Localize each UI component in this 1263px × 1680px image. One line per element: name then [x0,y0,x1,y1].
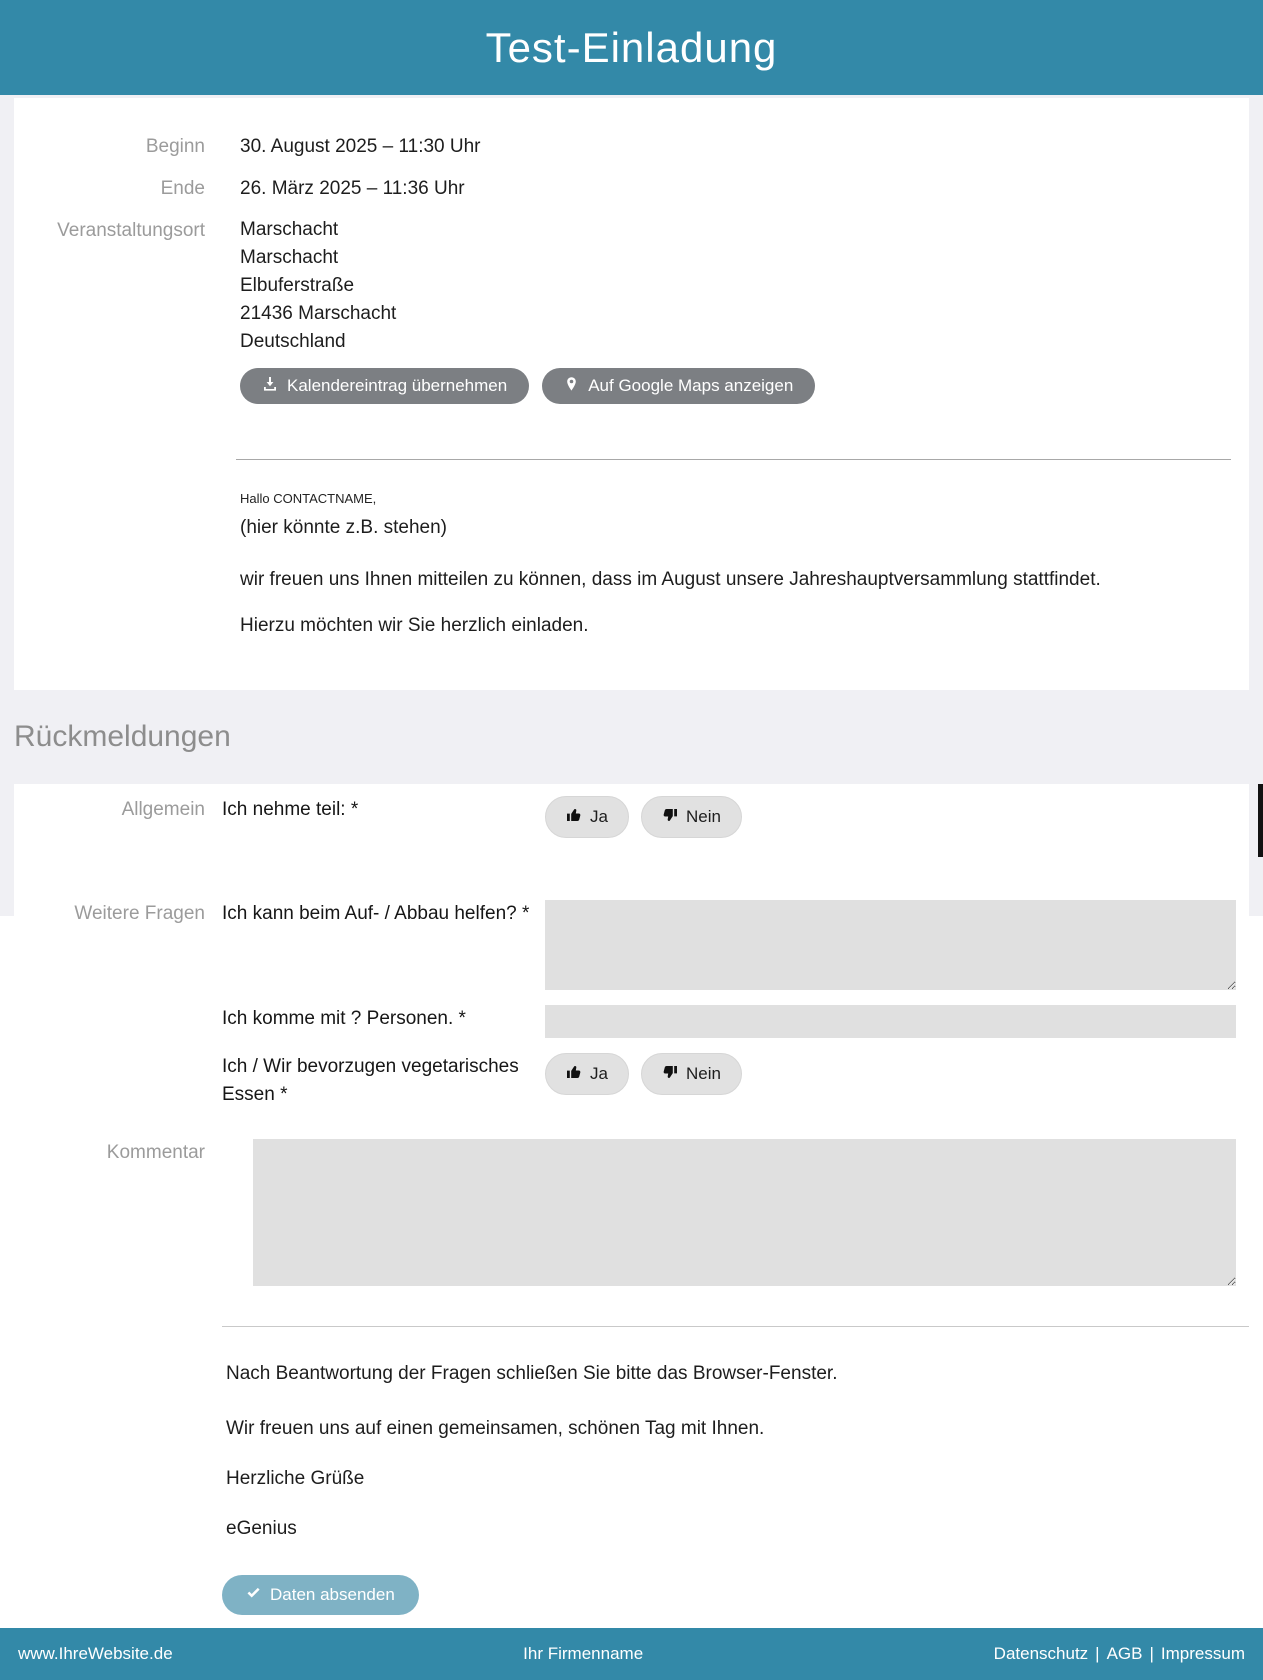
comment-row [0,1139,1263,1286]
feedback-heading: Rückmeldungen [14,720,231,754]
footer-company: Ihr Firmenname [523,1644,644,1663]
calendar-entry-button[interactable] [240,368,529,404]
closing-paragraph: eGenius [226,1518,297,1539]
location-line: Marschacht [240,219,339,241]
no-label: Nein [685,807,721,826]
attend-no-button[interactable] [641,796,742,838]
salutation-note: (hier könnte z.B. stehen) [240,517,447,539]
attend-question: Ich nehme teil: * [222,799,359,820]
feedback-heading-band [0,690,1263,784]
location-address [240,216,396,356]
more-questions-label: Weitere Fragen [74,903,205,924]
general-label: Allgemein [121,799,205,820]
location-line: Deutschland [240,331,346,353]
event-actions [240,368,1249,404]
begin-value: 30. August 2025 – 11:30 Uhr [240,136,481,158]
footer-separator: | [1095,1644,1100,1663]
persons-input[interactable] [545,1005,1236,1038]
feedback-form [0,784,1263,1628]
location-line: Elbuferstraße [240,275,355,297]
left-margin-mask [0,784,14,916]
footer-bar [0,1628,1263,1680]
persons-row [0,1005,1263,1038]
check-icon [246,1585,261,1605]
closing-paragraph: Wir freuen uns auf einen gemeinsamen, schönen Tag mit Ihnen. [226,1418,765,1439]
closing-paragraph: Nach Beantwortung der Fragen schließen Sie bitte das Browser-Fenster. [226,1363,838,1384]
help-row [0,900,1263,990]
page-title: Test-Einladung [485,23,778,71]
vegetarian-yes-button[interactable] [545,1053,629,1095]
scrollbar-thumb[interactable] [1258,784,1263,857]
thumbs-down-icon [662,1064,678,1085]
thumbs-up-icon [566,1064,582,1085]
location-line: Marschacht [240,247,339,269]
greeting-paragraph: wir freuen uns Ihnen mitteilen zu können, dass im August unsere Jahreshauptversammlung stattfindet. [240,569,1101,591]
closing-divider [222,1326,1249,1327]
google-maps-label: Auf Google Maps anzeigen [588,376,794,396]
end-label: Ende [160,178,205,200]
closing-paragraph: Herzliche Grüße [226,1468,365,1489]
begin-label: Beginn [145,136,205,158]
footer-impressum-link[interactable]: Impressum [1160,1644,1245,1663]
location-line: 21436 Marschacht [240,303,397,325]
vegetarian-question: Ich / Wir bevorzugen vegetarisches Essen * [222,1056,519,1105]
greeting-block [240,490,1249,638]
help-textarea[interactable] [545,900,1236,990]
submit-label: Daten absenden [270,1585,395,1604]
map-pin-icon [564,376,579,397]
google-maps-button[interactable] [542,368,815,404]
attend-yes-button[interactable] [545,796,629,838]
thumbs-down-icon [662,807,678,828]
yes-label: Ja [590,807,608,826]
thumbs-up-icon [566,807,582,828]
vegetarian-no-button[interactable] [641,1053,742,1095]
comment-textarea[interactable] [253,1139,1236,1286]
yes-label: Ja [590,1064,608,1083]
vegetarian-row [0,1053,1263,1109]
closing-block [226,1360,1263,1543]
greeting-divider [236,459,1231,460]
attend-row [0,796,1263,838]
calendar-entry-label: Kalendereintrag übernehmen [287,376,508,396]
no-label: Nein [685,1064,721,1083]
download-icon [262,376,278,397]
greeting-paragraph: Hierzu möchten wir Sie herzlich einladen. [240,615,589,637]
location-row [14,216,1249,356]
header-bar [0,0,1263,95]
footer-agb-link[interactable]: AGB [1106,1644,1143,1663]
footer-datenschutz-link[interactable]: Datenschutz [993,1644,1089,1663]
submit-button[interactable] [222,1575,419,1615]
help-question: Ich kann beim Auf- / Abbau helfen? * [222,903,530,924]
comment-label: Kommentar [106,1142,205,1163]
end-row [14,174,1249,204]
location-label: Veranstaltungsort [57,220,205,242]
begin-row [14,132,1249,162]
footer-legal-links [994,1644,1245,1664]
footer-website-link[interactable]: www.IhreWebsite.de [18,1644,173,1663]
end-value: 26. März 2025 – 11:36 Uhr [240,178,465,200]
salutation: Hallo CONTACTNAME, [240,491,377,507]
footer-separator: | [1149,1644,1154,1663]
persons-question: Ich komme mit ? Personen. * [222,1008,466,1029]
event-details-card [14,98,1249,690]
